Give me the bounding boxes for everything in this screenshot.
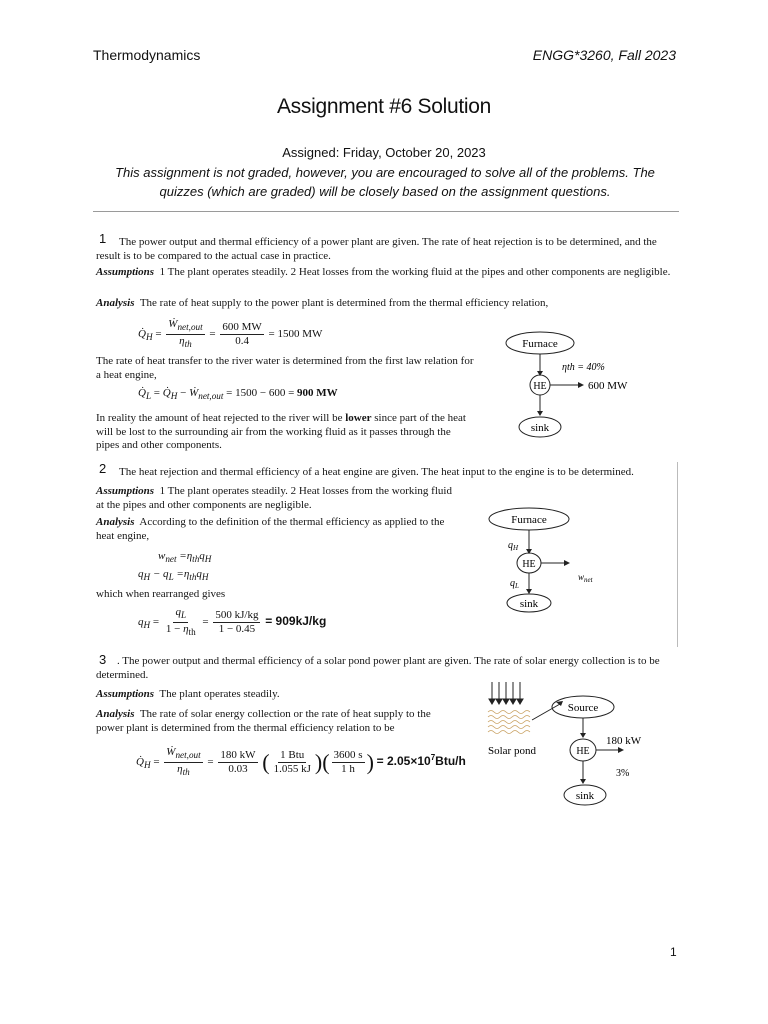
problem-3-intro: . The power output and thermal efficiency of a solar pond power plant are given. The rate of solar energy collection is to be determined. <box>96 655 660 681</box>
problem-3-equation: $Q̇_H$ = $\frac{Ẇ_{net,out}}{\eta_{th}}$ = $\frac{180 kW}{0.03}$ ( $\frac{\text{1 Btu}}{1.055 kJ}$ )( $\frac{3600 s}{1 h}$ ) = $2.05\times 10^7Btu/h$ <box>136 746 466 778</box>
header-divider <box>93 211 679 212</box>
assumptions-label: Assumptions <box>96 266 155 278</box>
analysis-label: Analysis <box>96 516 135 528</box>
eq-a-denominator: 0.03 <box>228 763 248 776</box>
diagram1-he-label: HE <box>533 381 547 392</box>
diagram1-efficiency-label: ηth = 40% <box>562 362 605 373</box>
problem-3-number: 3 <box>99 652 107 667</box>
diagram3-solar-pond-label: Solar pond <box>488 745 536 757</box>
diagram1-sink-label: sink <box>530 422 550 434</box>
eq2-result: 900 MW <box>297 387 338 399</box>
eq-b-numerator: 1 Btu <box>280 749 305 762</box>
diagram2-ql-label: $q_L$ <box>510 578 519 590</box>
eq-b-denominator: 1.055 kJ <box>273 763 311 776</box>
eq-a-numerator: 180 kW <box>220 749 256 762</box>
problem-1-intro: The power output and thermal efficiency of a power plant are given. The rate of heat rejection is to be determined, and the result is to be compared to the actual case in practice. <box>96 236 657 262</box>
analysis-text: According to the definition of the thermal efficiency as applied to the heat engine, <box>96 516 445 542</box>
problem-1-analysis <box>96 297 678 311</box>
course-code: ENGG*3260, Fall 2023 <box>532 47 676 63</box>
eq-c-numerator: 3600 s <box>333 749 363 762</box>
sun-rays-icon <box>489 682 523 704</box>
analysis-text: The rate of solar energy collection or the rate of heat supply to the power plant is determined from the thermal efficiency relation to be <box>96 708 431 734</box>
problem-1-assumptions <box>96 266 678 280</box>
eq-result: = 909kJ/kg <box>265 614 327 629</box>
eq-numerator: 500 kJ/kg <box>215 609 259 622</box>
assigned-date: Assigned: Friday, October 20, 2023 <box>282 145 486 160</box>
eq1-numerator: 600 MW <box>222 321 262 334</box>
diagram2-he-label: HE <box>522 559 536 570</box>
diagram3-output-label: 180 kW <box>606 735 642 747</box>
text3-part-c: since part of the heat will be lost to the surrounding air from the working fluid as it passes through the pipes and other components. <box>96 412 466 452</box>
eq-c-denominator: 1 h <box>341 763 355 776</box>
problem-1-text-3 <box>96 412 468 453</box>
page-title: Assignment #6 Solution <box>276 95 492 118</box>
problem-1-number: 1 <box>99 231 107 246</box>
problem-1-equation-2: $Q̇_L$ = $Q̇_H$ − Ẇ$_{net,out}$ = 1500 − 600 = 900 MW <box>138 387 338 402</box>
problem-1-heat-engine-diagram <box>498 326 658 446</box>
diagram3-he-label: HE <box>576 746 590 757</box>
eq1-result: = 1500 MW <box>268 328 323 341</box>
diagram3-sink-label: sink <box>575 790 595 802</box>
course-name: Thermodynamics <box>93 47 201 63</box>
diagram2-furnace-label: Furnace <box>511 514 547 526</box>
diagram1-furnace-label: Furnace <box>522 338 558 350</box>
assumptions-label: Assumptions <box>96 688 155 700</box>
problem-2-number: 2 <box>99 461 107 476</box>
problem-3-solar-pond-diagram <box>484 680 674 810</box>
assumptions-text: The plant operates steadily. <box>159 688 280 700</box>
assumptions-text: 1 The plant operates steadily. 2 Heat losses from the working fluid at the pipes and other components are negligible. <box>96 485 452 511</box>
text3-part-a: In reality the amount of heat rejected to the river will be <box>96 412 346 424</box>
problem-3-analysis <box>96 708 442 735</box>
problem-2-analysis <box>96 516 456 543</box>
eq1-denominator: 0.4 <box>235 335 249 348</box>
problem-2-assumptions <box>96 485 456 512</box>
diagram2-qh-label: $q_H$ <box>508 540 519 552</box>
page-number: 1 <box>670 945 677 959</box>
eq-denominator: 1 − 0.45 <box>218 623 256 636</box>
problem-2-intro: The heat rejection and thermal efficiency of a heat engine are given. The heat input to the engine is to be determined. <box>119 466 634 478</box>
assignment-note: This assignment is not graded, however, you are encouraged to solve all of the problems. The quizzes (which are graded) will be closely based on the assignment questions. <box>115 165 655 199</box>
diagram1-output-label: 600 MW <box>588 380 628 392</box>
diagram3-source-label: Source <box>567 702 599 714</box>
text3-emphasis: lower <box>345 412 372 424</box>
analysis-label: Analysis <box>96 708 135 720</box>
pond-waves-icon <box>488 711 530 734</box>
problem-2-text-2: which when rearranged gives <box>96 588 226 600</box>
problem-1-text-2: The rate of heat transfer to the river water is determined from the first law relation for a heat engine, <box>96 355 474 381</box>
problem-3-assumptions <box>96 688 456 702</box>
problem-2-equation-1: $w_{net} =\eta_{th}q_H$ <box>158 550 212 565</box>
diagram2-sink-label: sink <box>519 598 539 610</box>
eq-result: = $2.05\times 10^7Btu/h$ <box>376 753 466 769</box>
diagram2-wnet-label: $w_{net}$ <box>578 572 593 584</box>
problem-2-equation-2: $q_H - q_L =\eta_{th}q_H$ <box>138 568 209 583</box>
assumptions-label: Assumptions <box>96 485 155 497</box>
problem-2-border <box>677 462 678 647</box>
problem-2-heat-engine-diagram <box>484 504 644 616</box>
analysis-label: Analysis <box>96 297 135 309</box>
problem-2-equation-3: $q_H$ = $\frac{q_L}{1 - \eta_{th}}$ = $\frac{500 kJ/kg}{1 - 0.45}$ = 909kJ/kg <box>138 606 327 638</box>
diagram3-efficiency-label: 3% <box>616 768 630 779</box>
eq2-middle: = 1500 − 600 = <box>226 387 298 399</box>
problem-1-equation-1: $Q̇_H$ = $\frac{Ẇ_{net,out}}{\eta_{th}}$ = $\frac{600 MW}{0.4}$ = 1500 MW <box>138 318 323 350</box>
analysis-text: The rate of heat supply to the power plant is determined from the thermal efficiency relation, <box>139 297 549 309</box>
assumptions-text: 1 The plant operates steadily. 2 Heat losses from the working fluid at the pipes and other components are negligible. <box>159 266 671 278</box>
